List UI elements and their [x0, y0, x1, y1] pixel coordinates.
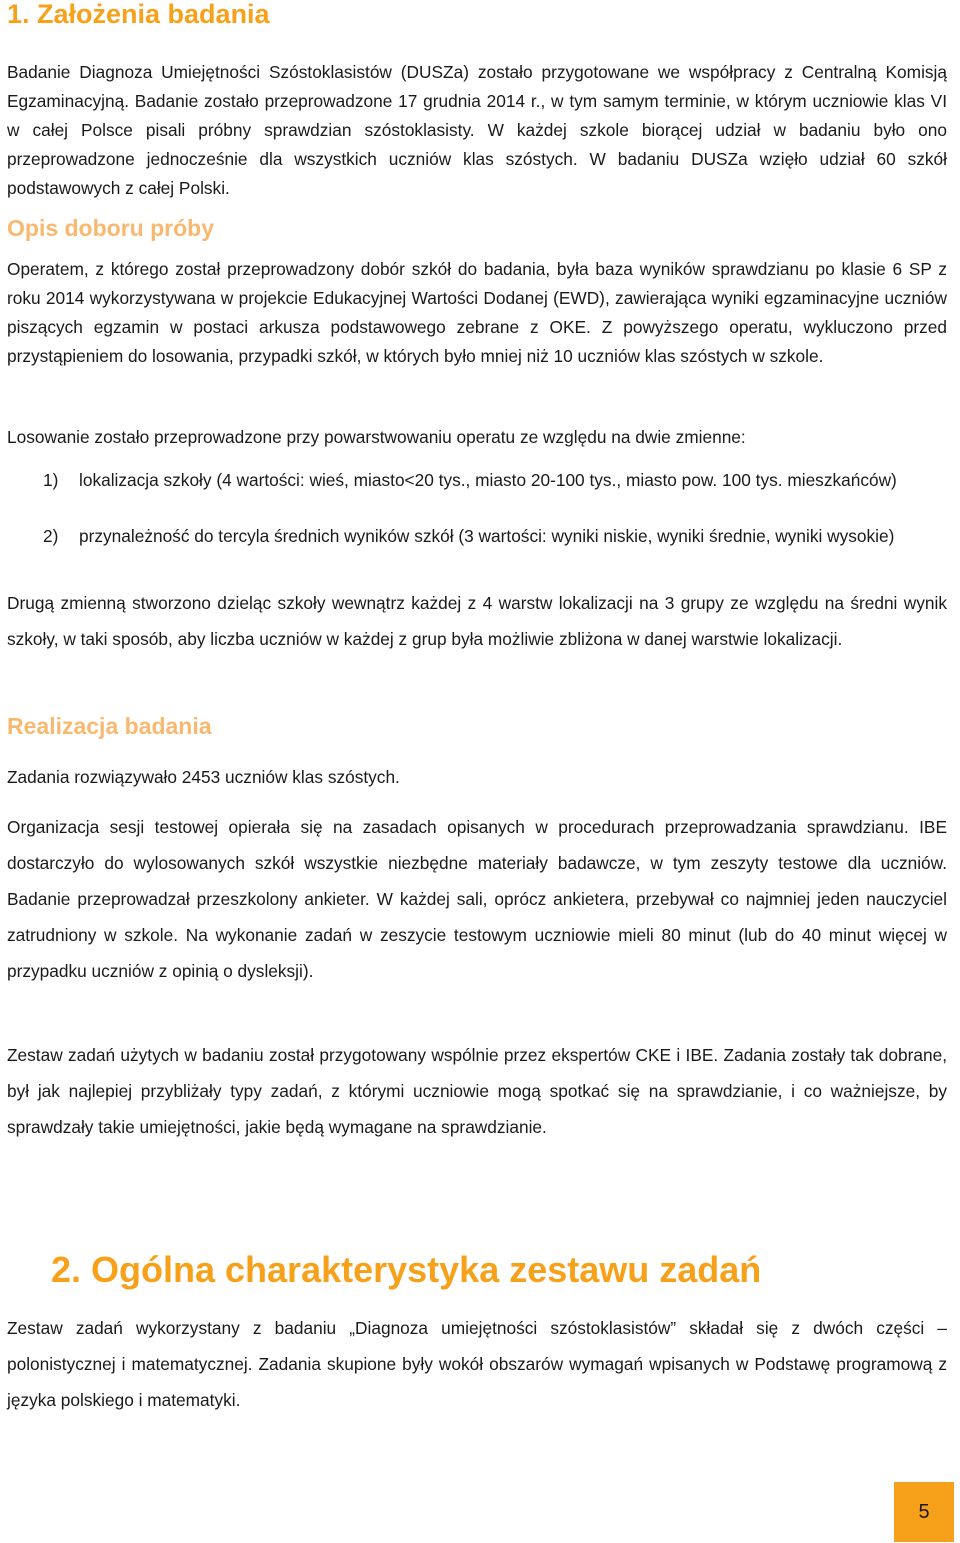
sample-paragraph-1: Operatem, z którego został przeprowadzony dobór szkół do badania, była baza wyników sprawdzianu po klasie 6 SP z roku 2014 wykorzystywana w projekcie Edukacyjnej Wartości Dodanej (EWD), zawierająca wyniki egzaminacyjne uczniów piszących egzamin w postaci arkusza podstawowego zebrane z OKE. Z powyższego operatu, wykluczono przed przystąpieniem do losowania, przypadki szkół, w których było mniej niż 10 uczniów klas szóstych w szkole. — [7, 259, 947, 366]
realization-heading: Realizacja badania — [7, 713, 212, 739]
list-item-text: przynależność do tercyla średnich wyników szkół (3 wartości: wyniki niskie, wyniki średnie, wyniki wysokie) — [79, 526, 895, 546]
sample-paragraph-2: Losowanie zostało przeprowadzone przy powarstwowaniu operatu ze względu na dwie zmienne: — [7, 427, 746, 447]
section-1-heading: 1. Założenia badania — [7, 0, 270, 29]
page-number: 5 — [918, 1500, 930, 1523]
section-2-heading: 2. Ogólna charakterystyka zestawu zadań — [51, 1249, 762, 1290]
sample-paragraph-3: Drugą zmienną stworzono dzieląc szkoły wewnątrz każdej z 4 warstw lokalizacji na 3 grupy ze względu na średni wynik szkoły, w taki sposób, aby liczba uczniów w każdej z grup była możliwie zbliżona w danej warstwie lokalizacji. — [7, 593, 947, 649]
list-item-2 — [7, 523, 947, 577]
section-1-intro: Badanie Diagnoza Umiejętności Szóstoklasistów (DUSZa) zostało przygotowane we współpracy z Centralną Komisją Egzaminacyjną. Badanie zostało przeprowadzone 17 grudnia 2014 r., w tym samym terminie, w którym uczniowie klas VI w całej Polsce pisali próbny sprawdzian szóstoklasisty. W każdej szkole biorącej udział w badaniu było ono przeprowadzone jednocześnie dla wszystkich uczniów klas szóstych. W badaniu DUSZa wzięło udział 60 szkół podstawowych z całej Polski. — [7, 62, 947, 198]
list-item-number: 2) — [43, 526, 59, 546]
realization-paragraph-3: Zestaw zadań użytych w badaniu został przygotowany wspólnie przez ekspertów CKE i IBE. Zadania zostały tak dobrane, był jak najlepiej przybliżały typy zadań, z którymi uczniowie mogą spotkać się na sprawdzianie, i co ważniejsze, by sprawdzały takie umiejętności, jakie będą wymagane na sprawdzianie. — [7, 1045, 947, 1137]
page-number-badge — [894, 1482, 954, 1542]
list-item-1 — [7, 467, 947, 521]
list-item-number: 1) — [43, 470, 59, 490]
realization-paragraph-1: Zadania rozwiązywało 2453 uczniów klas szóstych. — [7, 767, 400, 787]
sample-heading: Opis doboru próby — [7, 215, 214, 241]
section-2-paragraph: Zestaw zadań wykorzystany z badaniu „Diagnoza umiejętności szóstoklasistów” składał się z dwóch części – polonistycznej i matematycznej. Zadania skupione były wokół obszarów wymagań wpisanych w Podstawę programową z języka polskiego i matematyki. — [7, 1318, 947, 1410]
realization-paragraph-2: Organizacja sesji testowej opierała się na zasadach opisanych w procedurach przeprowadzania sprawdzianu. IBE dostarczyło do wylosowanych szkół wszystkie niezbędne materiały badawcze, w tym zeszyty testowe dla uczniów. Badanie przeprowadzał przeszkolony ankieter. W każdej sali, oprócz ankietera, przebywał co najmniej jeden nauczyciel zatrudniony w szkole. Na wykonanie zadań w zeszycie testowym uczniowie mieli 80 minut (lub do 40 minut więcej w przypadku uczniów z opinią o dysleksji). — [7, 817, 947, 981]
list-item-text: lokalizacja szkoły (4 wartości: wieś, miasto<20 tys., miasto 20-100 tys., miasto pow. 100 tys. mieszkańców) — [79, 470, 897, 490]
